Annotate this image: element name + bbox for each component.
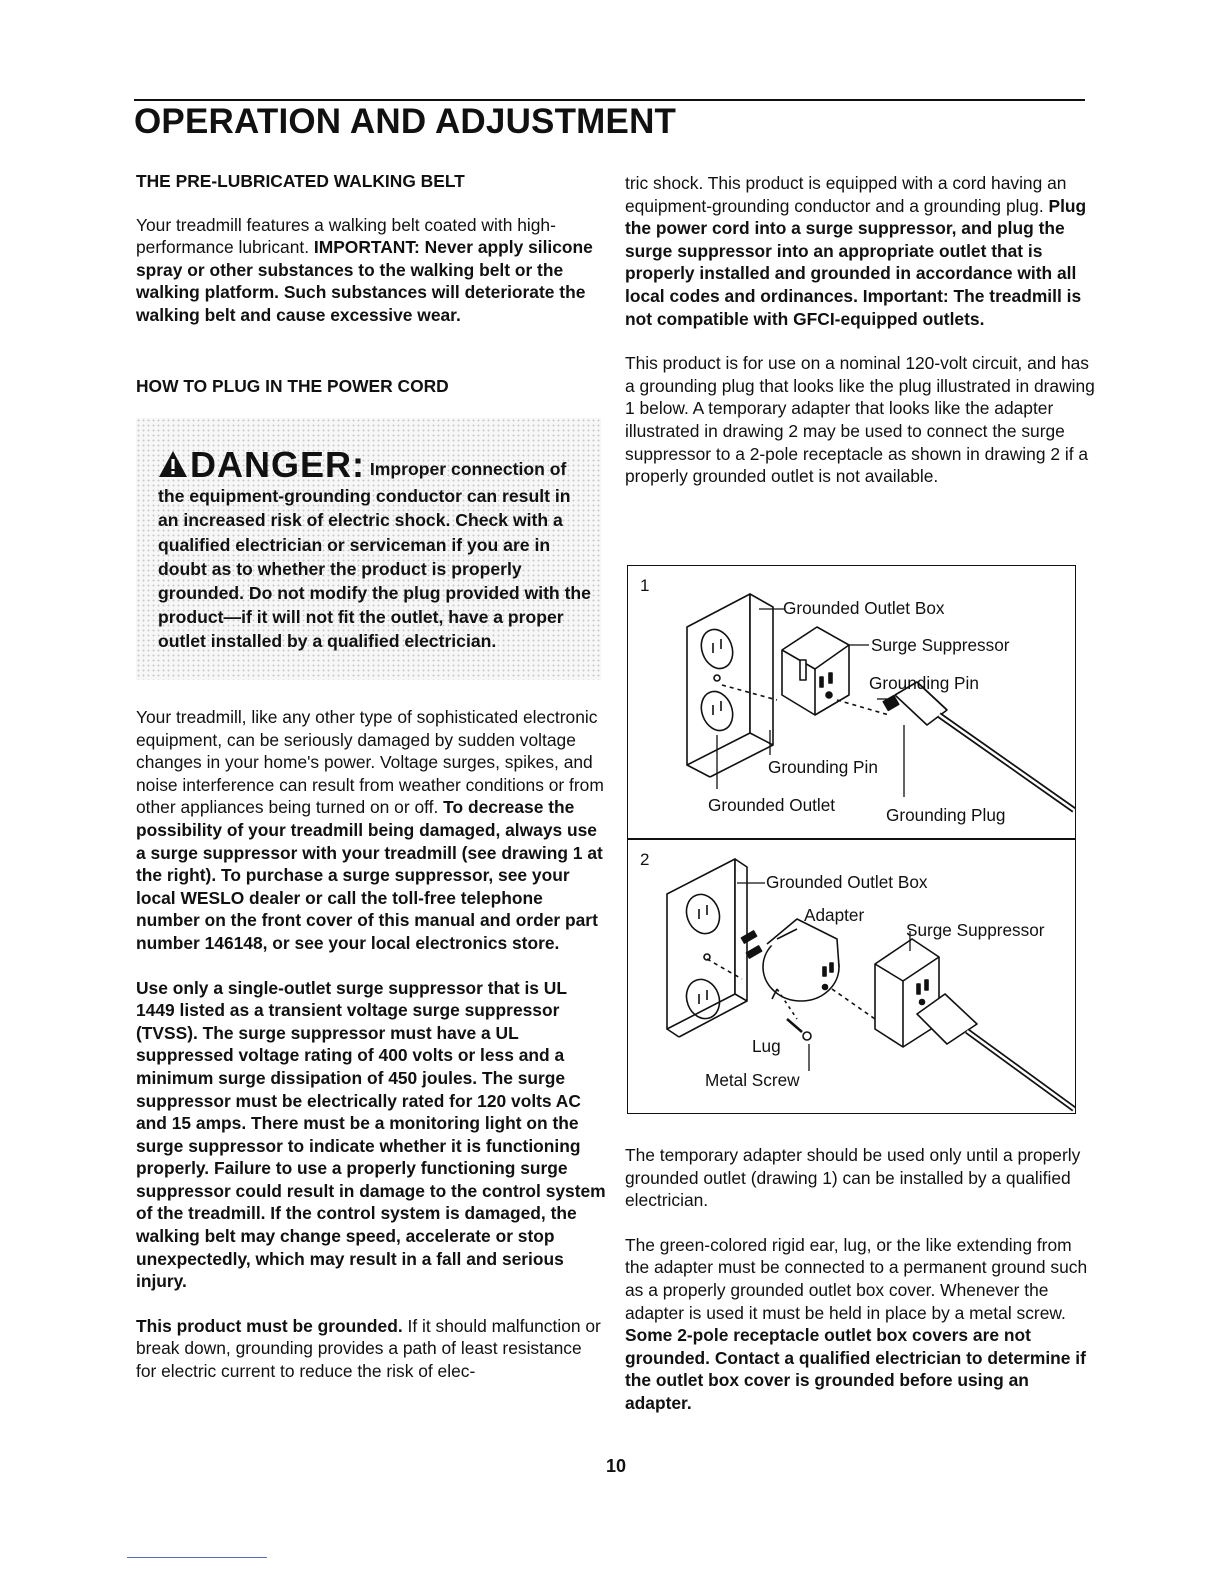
belt-heading: THE PRE-LUBRICATED WALKING BELT [136, 171, 465, 191]
voltage-paragraph: This product is for use on a nominal 120-volt circuit, and has a grounding plug that looks like the plug illustrated in drawing 1 below. A temporary adapter that looks like the adapter illustrated in drawing 2 may be used to connect the surge suppressor to a 2-pole receptacle as shown in drawing 2 if a properly grounded outlet is not available. [625, 353, 1095, 487]
header-rule [134, 99, 1085, 101]
label-surge-suppressor-1: Surge Suppressor [871, 635, 1010, 655]
temp-adapter-paragraph: The temporary adapter should be used only until a properly grounded outlet (drawing 1) can be installed by a qualified electrician. [625, 1145, 1081, 1211]
plug-heading-block [136, 375, 606, 398]
belt-important: IMPORTANT: Never apply silicone spray or other substances to the walking belt or the walking platform. Such substances will deteriorate the walking belt and cause excessive wear. [136, 237, 593, 325]
figure-1-number: 1 [640, 576, 650, 595]
label-surge-suppressor-2: Surge Suppressor [906, 920, 1045, 940]
warning-triangle-icon [158, 450, 188, 484]
label-metal-screw: Metal Screw [705, 1070, 800, 1090]
label-adapter: Adapter [804, 905, 865, 925]
lug-text: The green-colored rigid ear, lug, or the like extending from the adapter must be connected to a permanent ground such as a properly grounded outlet box cover. Whenever the adapter is used it must be held in place by a metal screw. [625, 1234, 1088, 1323]
danger-body: Improper connection of the equipment-grounding conductor can result in an increased risk of electric shock. Check with a qualified electrician or serviceman if you are in doubt as to whether the product is properly grounded. Do not modify the plug provided with the product—if it will not fit the outlet, have a proper outlet installed by a qualified electrician. [158, 459, 591, 652]
label-grounded-outlet: Grounded Outlet [708, 795, 836, 815]
surge-paragraph [136, 706, 606, 955]
label-grounding-pin-top: Grounding Pin [869, 673, 979, 693]
adapter-section [625, 1144, 1095, 1415]
ground-paragraph [136, 1315, 606, 1383]
page-title: OPERATION AND ADJUSTMENT [134, 102, 677, 141]
grounding-section [625, 172, 1095, 488]
danger-word: DANGER: [190, 444, 365, 485]
ground-bold: This product must be grounded. [136, 1315, 403, 1336]
label-grounding-plug: Grounding Plug [886, 805, 1006, 825]
ground-text: If it should malfunction or break down, grounding provides a path of least resistance for electric current to reduce the risk of elec- [136, 1315, 601, 1382]
figure-2-number: 2 [640, 850, 650, 869]
label-grounded-outlet-box-2: Grounded Outlet Box [766, 872, 928, 892]
label-lug: Lug [752, 1036, 781, 1056]
grounding-paragraph [625, 172, 1095, 330]
plug-heading: HOW TO PLUG IN THE POWER CORD [136, 376, 449, 396]
surge-bold: To decrease the possibility of your treadmill being damaged, always use a surge suppressor with your treadmill (see drawing 1 at the right). To purchase a surge suppressor, see your local WESLO dealer or call the toll-free telephone number on the front cover of this manual and order part number 146148, or see your local electronics store. [136, 797, 603, 953]
label-grounding-pin-bottom: Grounding Pin [768, 757, 878, 777]
surge-intro: Your treadmill, like any other type of sophisticated electronic equipment, can be seriously damaged by sudden voltage changes in your home's power. Voltage surges, spikes, and noise interference can result from weather conditions or from other appliances being turned on or off. [136, 707, 604, 818]
surge-spec: Use only a single-outlet surge suppressor that is UL 1449 listed as a transient voltage surge suppressor (TVSS). The surge suppressor must have a UL suppressed voltage rating of 400 volts or less and a minimum surge dissipation of 450 joules. The surge suppressor must be electrically rated for 120 volts AC and 15 amps. There must be a monitoring light on the surge suppressor to indicate whether it is functioning properly. Failure to use a properly functioning surge suppressor could result in damage to the control system of the treadmill. If the control system is damaged, the walking belt may change speed, accelerate or stop unexpectedly, which may result in a fall and serious injury. [136, 977, 606, 1292]
surge-section [136, 706, 606, 1383]
grounding-text: tric shock. This product is equipped with a cord having an equipment-grounding conductor and a grounding plug. [625, 173, 1067, 216]
label-grounded-outlet-box-1: Grounded Outlet Box [783, 598, 945, 618]
lug-paragraph [625, 1234, 1095, 1415]
danger-notice [158, 444, 593, 654]
footer-line [127, 1557, 267, 1558]
belt-paragraph [136, 214, 606, 327]
lug-bold: Some 2-pole receptacle outlet box covers are not grounded. Contact a qualified electrician to determine if the outlet box cover is grounded before using an adapter. [625, 1325, 1086, 1413]
page-number: 10 [605, 1456, 627, 1476]
belt-intro: Your treadmill features a walking belt coated with high-performance lubricant. [136, 214, 556, 258]
grounding-bold: Plug the power cord into a surge suppressor, and plug the surge suppressor into an appropriate outlet that is properly installed and grounded in accordance with all local codes and ordinances. Important: The treadmill is not compatible with GFCI-equipped outlets. [625, 195, 1087, 329]
belt-section [136, 170, 606, 327]
